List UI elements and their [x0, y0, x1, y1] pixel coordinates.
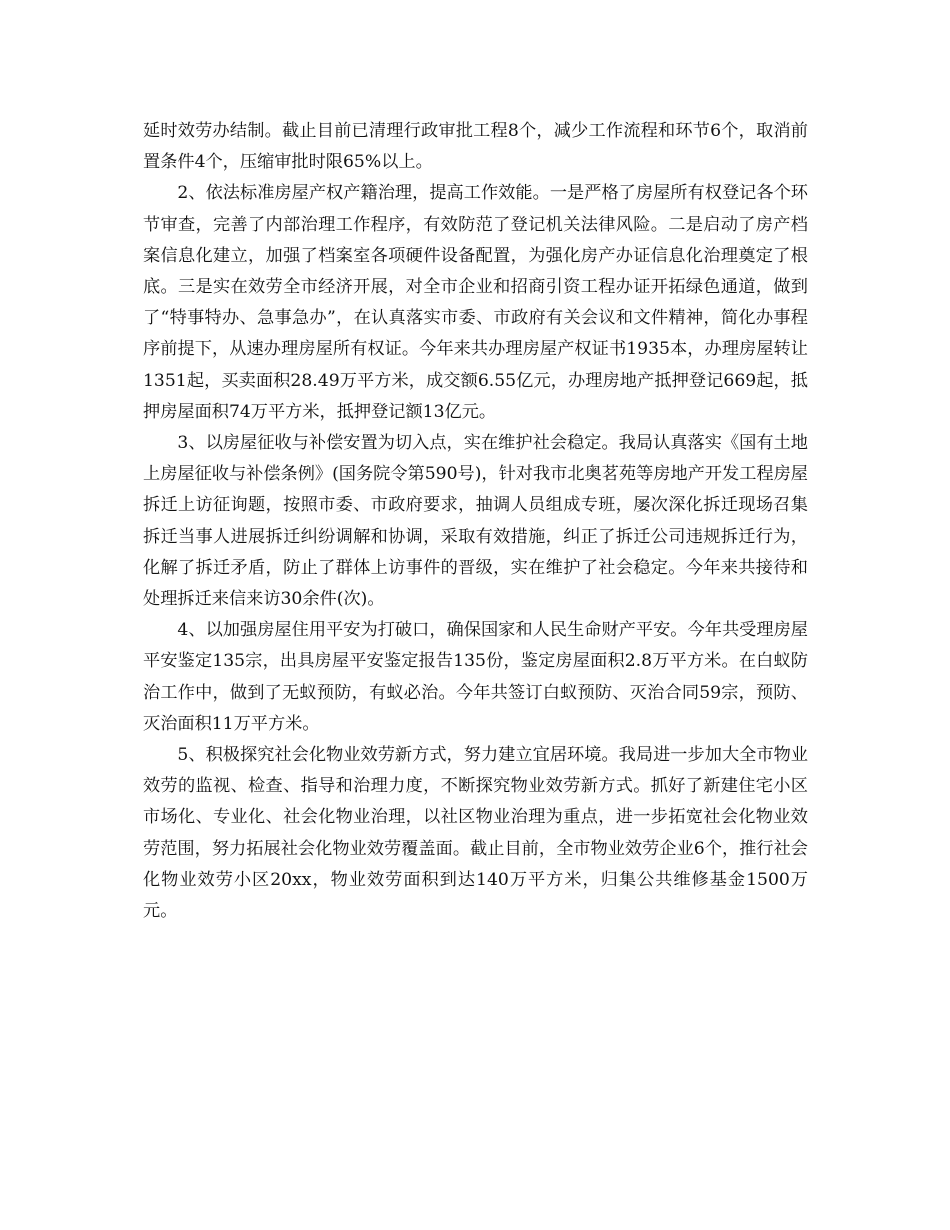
paragraph-property-services: 5、积极探究社会化物业效劳新方式，努力建立宜居环境。我局进一步加大全市物业效劳的监视、检查、指导和治理力度，不断探究物业效劳新方式。抓好了新建住宅小区市场化、专业化、社会化物业治理，以社区物业治理为重点，进一步拓宽社会化物业效劳范围，努力拓展社会化物业效劳覆盖面。截止目前，全市物业效劳企业6个，推行社会化物业效劳小区20xx，物业效劳面积到达140万平方米，归集公共维修基金1500万元。 [143, 745, 808, 922]
document-body [143, 116, 808, 927]
paragraph-housing-safety: 4、以加强房屋住用平安为打破口，确保国家和人民生命财产平安。今年共受理房屋平安鉴定135宗，出具房屋平安鉴定报告135份，鉴定房屋面积2.8万平方米。在白蚁防治工作中，做到了无蚁预防，有蚁必治。今年共签订白蚁预防、灭治合同59宗，预防、灭治面积11万平方米。 [143, 620, 808, 734]
paragraph-continued: 延时效劳办结制。截止目前已清理行政审批工程8个，减少工作流程和环节6个，取消前置条件4个，压缩审批时限65%以上。 [143, 121, 808, 173]
paragraph-property-registration: 2、依法标准房屋产权产籍治理，提高工作效能。一是严格了房屋所有权登记各个环节审查，完善了内部治理工作程序，有效防范了登记机关法律风险。二是启动了房产档案信息化建立，加强了档案室各项硬件设备配置，为强化房产办证信息化治理奠定了根底。三是实在效劳全市经济开展，对全市企业和招商引资工程办证开拓绿色通道，做到了“特事特办、急事急办”，在认真落实市委、市政府有关会议和文件精神，简化办事程序前提下，从速办理房屋所有权证。今年来共办理房屋产权证书1935本，办理房屋转让1351起，买卖面积28.49万平方米，成交额6.55亿元，办理房地产抵押登记669起，抵押房屋面积74万平方米，抵押登记额13亿元。 [143, 183, 808, 422]
paragraph-expropriation: 3、以房屋征收与补偿安置为切入点，实在维护社会稳定。我局认真落实《国有土地上房屋征收与补偿条例》(国务院令第590号)，针对我市北奥茗苑等房地产开发工程房屋拆迁上访征询题，按照市委、市政府要求，抽调人员组成专班，屡次深化拆迁现场召集拆迁当事人进展拆迁纠纷调解和协调，采取有效措施，纠正了拆迁公司违规拆迁行为，化解了拆迁矛盾，防止了群体上访事件的晋级，实在维护了社会稳定。今年来共接待和处理拆迁来信来访30余件(次)。 [143, 433, 808, 610]
